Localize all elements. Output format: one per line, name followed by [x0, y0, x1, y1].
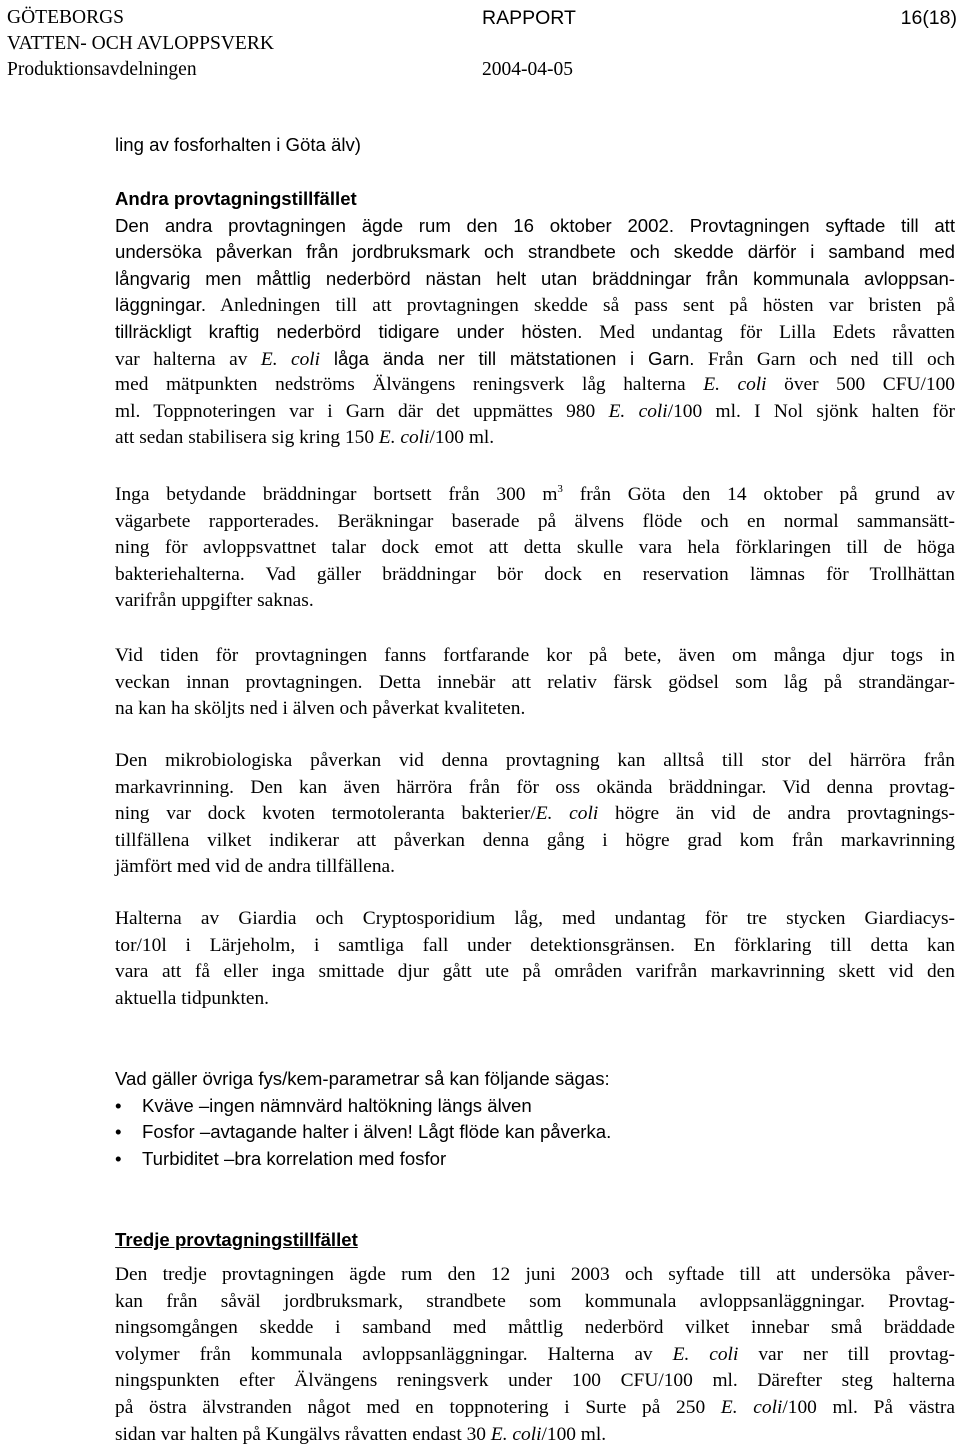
paragraph-line: vägarbete rapporterades. Beräkningar baserade på älvens flöde och en normal sammansätt- — [115, 510, 955, 532]
paragraph-line: bakteriehalterna. Vad gäller bräddningar bör dock en reservation lämnas för Trollhättan — [115, 563, 955, 585]
paragraph-line: ning för avloppsvattnet talar dock emot att detta skulle vara hela förklaringen till de höga — [115, 537, 955, 559]
paragraph-line: tor/10l i Lärjeholm, i samtliga fall under detektionsgränsen. En förklaring till detta kan — [115, 934, 955, 956]
paragraph-line: volymer från kommunala avloppsanläggningar. Halterna av E. coli var ner till provtag- — [115, 1343, 955, 1365]
paragraph-line: varifrån uppgifter saknas. — [115, 590, 314, 612]
page-header — [7, 5, 957, 83]
paragraph-line: jämfört med vid de andra tillfällena. — [115, 856, 395, 878]
paragraph-line: läggningar. Anledningen till att provtagningen skedde så pass sent på hösten var bristen på — [115, 294, 955, 317]
italic-term: E. coli — [378, 427, 430, 449]
paragraph-line: ning var dock kvoten termotoleranta bakterier/E. coli högre än vid de andra provtagnings- — [115, 803, 955, 825]
paragraph-line: kan från såväl jordbruksmark, strandbete som kommunala avloppsanläggningar. Provtag- — [115, 1290, 955, 1312]
paragraph-line: Inga betydande bräddningar bortsett från 300 $m^3$ från Göta den 14 oktober på grund av — [115, 483, 955, 505]
paragraph-line: aktuella tidpunkten. — [115, 987, 270, 1009]
paragraph-andra-1 — [115, 292, 955, 452]
paragraph-line: na kan ha sköljts ned i älven och påverkat kvaliteten. — [115, 698, 526, 720]
paragraph-line: på östra älvstranden något med en toppnotering i Surte på 250 E. coli/100 ml. På västra — [115, 1396, 955, 1418]
paragraph-line: ningspunkten efter Älvängens reningsverk under 100 CFU/100 ml. Därefter steg halterna — [115, 1370, 955, 1392]
italic-term: E. coli — [672, 1343, 739, 1365]
paragraph-line: Den andra provtagningen ägde rum den 16 oktober 2002. Provtagningen syftade till att — [115, 214, 955, 236]
section-heading-andra: Andra provtagningstillfället — [115, 188, 357, 209]
paragraph-line: långvarig men måttlig nederbörd nästan helt utan bräddningar från kommunala avloppsan- — [115, 267, 955, 289]
paragraph-tredje — [115, 1262, 955, 1448]
list-item: • Fosfor –avtagande halter i älven! Lågt flöde kan påverka. — [115, 1119, 955, 1146]
paragraph-andra-5 — [115, 906, 955, 1012]
paragraph-line: med mätpunkten nedströms Älvängens reningsverk låg halterna E. coli över 500 CFU/100 — [115, 374, 955, 396]
list-item: • Kväve –ingen nämnvärd haltökning längs älven — [115, 1093, 955, 1120]
header-org: GÖTEBORGS — [7, 7, 125, 28]
paragraph-line: ml. Toppnoteringen var i Garn där det uppmättes 980 E. coli/100 ml. I Nol sjönk halten för — [115, 400, 955, 422]
paragraph-line: Halterna av Giardia och Cryptosporidium låg, med undantag för tre stycken Giardiacys- — [115, 908, 955, 929]
italic-term: E. coli — [260, 348, 321, 370]
bullet-icon: • — [115, 1121, 122, 1143]
paragraph-line: Den tredje provtagningen ägde rum den 12 juni 2003 och syftade till att undersöka påver- — [115, 1264, 955, 1285]
superscript: 3 — [557, 483, 563, 495]
paragraph-line: undersöka påverkan från jordbruksmark och strandbete och skedde därför i samband med — [115, 241, 955, 263]
paragraph-line: var halterna av E. coli låga ända ner till mätstationen i Garn. Från Garn och ned till och — [115, 347, 955, 370]
paragraph-andra-2 — [115, 482, 955, 615]
paragraph-line: veckan innan provtagningen. Detta innebär att relativ färsk gödsel som låg på strandängar- — [115, 671, 955, 693]
paragraph-line: vara att få eller inga smittade djur gått ute på områden varifrån markavrinning skett vid den — [115, 961, 955, 983]
continuation-text: ling av fosforhalten i Göta älv) — [115, 134, 361, 155]
italic-term: E. coli — [535, 803, 599, 825]
header-department: VATTEN- OCH AVLOPPSVERK — [7, 33, 274, 54]
paragraph-line: ningsomgången skedde i samband med måttlig nederbörd vilket innebar små bräddade — [115, 1317, 955, 1339]
paragraph-line: Den mikrobiologiska påverkan vid denna provtagning kan alltså till stor del härröra från — [115, 750, 955, 771]
italic-term: E. coli — [608, 400, 668, 422]
section-tredje — [115, 1227, 955, 1254]
paragraph-line: att sedan stabilisera sig kring 150 E. coli/100 ml. — [115, 427, 495, 449]
bullet-icon: • — [115, 1094, 122, 1116]
paragraph-line: sidan var halten på Kungälvs råvatten endast 30 E. coli/100 ml. — [115, 1423, 607, 1445]
bullet-icon: • — [115, 1147, 122, 1169]
section-heading-tredje: Tredje provtagningstillfället — [115, 1229, 358, 1250]
paragraph-andra-4 — [115, 748, 955, 881]
italic-term: E. coli — [490, 1423, 542, 1445]
parameter-list — [115, 1066, 955, 1172]
header-division: Produktionsavdelningen — [7, 59, 197, 80]
paragraph-line: tillräckligt kraftig nederbörd tidigare under hösten. Med undantag för Lilla Edets råvatten — [115, 320, 955, 343]
bullet-list — [115, 1093, 955, 1173]
italic-term: E. coli — [720, 1396, 783, 1418]
section-andra — [115, 186, 955, 292]
header-doc-type: RAPPORT — [482, 7, 576, 29]
italic-term: E. coli — [703, 374, 767, 396]
header-date: 2004-04-05 — [482, 59, 573, 80]
paragraph-line: Vid tiden för provtagningen fanns fortfarande kor på bete, även om många djur togs in — [115, 645, 955, 666]
list-item: • Turbiditet –bra korrelation med fosfor — [115, 1146, 955, 1173]
header-page-number: 16(18) — [900, 7, 957, 29]
paragraph-line: tillfällena vilket indikerar att påverkan denna gång i högre grad kom från markavrinning — [115, 829, 955, 851]
list-intro: Vad gäller övriga fys/kem-parametrar så kan följande sägas: — [115, 1068, 610, 1089]
paragraph-line: markavrinning. Den kan även härröra från för oss okända bräddningar. Vid denna provtag- — [115, 776, 955, 798]
paragraph-andra-3 — [115, 643, 955, 723]
